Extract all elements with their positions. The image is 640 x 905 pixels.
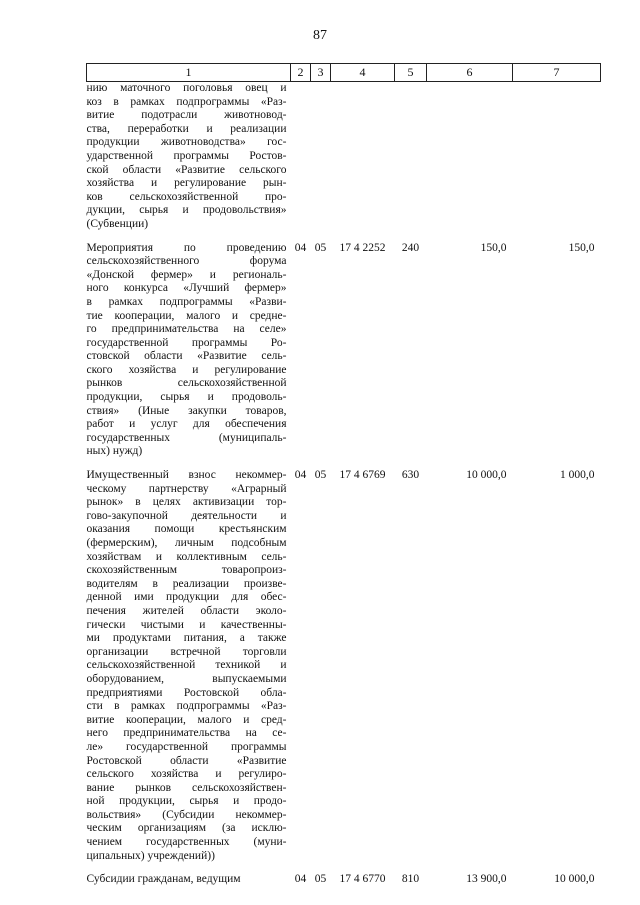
subsection-code (311, 82, 331, 232)
row-description (87, 873, 291, 887)
target-article-code: 17 4 6770 (339, 873, 386, 886)
description-line: сельскохозяйственного форума (86, 255, 287, 268)
target-article-code (331, 82, 395, 232)
page-number: 87 (313, 28, 327, 43)
table-row (87, 873, 601, 887)
description-line: него предпринимательства на се- (86, 727, 287, 740)
row-description (87, 242, 291, 460)
description-line: оборудованием, выпускаемыми (86, 672, 287, 685)
description-line: денной ими продукции для обес- (86, 591, 287, 604)
description-line: продукции, сырья и продоволь- (86, 391, 287, 404)
description-line: «Донской фермер» и региональ- (86, 268, 287, 281)
description-line: стовской области «Развитие сель- (86, 350, 287, 363)
description-line: ле» государственной программы (86, 740, 287, 753)
description-line: Мероприятия по проведению (86, 241, 287, 254)
description-line: продукции животноводства» гос- (86, 136, 287, 149)
header-col-4: 4 (331, 64, 395, 82)
expense-type-code: 630 (401, 469, 420, 482)
description-line: ческим организациям (за исклю- (86, 822, 287, 835)
description-line: ного конкурса «Лучший фермер» (86, 282, 287, 295)
expense-type-code (395, 82, 427, 232)
description-line: Ростовской области «Развитие (86, 754, 287, 767)
description-line: вольствия» (Субсидии некоммер- (86, 808, 287, 821)
row-description (87, 82, 291, 232)
description-line: тие кооперации, малого и средне- (86, 309, 287, 322)
description-line: Имущественный взнос некоммер- (86, 469, 287, 482)
table-row (87, 242, 601, 460)
description-line: ствия» (Иные закупки товаров, (86, 404, 287, 417)
description-line: ков сельскохозяйственной про- (86, 190, 287, 203)
description-line: ческому партнерству «Аграрный (86, 482, 287, 495)
section-code: 04 (294, 241, 307, 254)
header-col-5: 5 (395, 64, 427, 82)
description-line: ной продукции, сырья и продо- (86, 795, 287, 808)
description-line: сельскохозяйственной техникой и (86, 659, 287, 672)
description-line: сельского хозяйства и регулиро- (86, 768, 287, 781)
description-line: вание рынков сельскохозяйствен- (86, 781, 287, 794)
header-col-7: 7 (513, 64, 601, 82)
description-line: (Субвенции) (86, 217, 149, 230)
section-code: 04 (294, 873, 307, 886)
description-line: рынков сельскохозяйственной (86, 377, 287, 390)
amount-col-7 (513, 82, 601, 232)
description-line: (фермерским), личным подсобным (86, 537, 287, 549)
row-spacer (87, 459, 601, 469)
subsection-code: 05 (314, 241, 327, 254)
description-line: хозяйствам и коллективным сель- (86, 550, 287, 563)
description-line: скохозяйственным товаропроиз- (86, 564, 287, 577)
description-line: ского хозяйства и регулирование (86, 363, 287, 376)
description-line: гово-закупочной деятельности и (86, 509, 287, 522)
description-line: водителям в реализации произве- (86, 577, 287, 590)
description-line: организации встречной торговли (86, 645, 287, 658)
description-line: ской области «Развитие сельского (86, 163, 287, 176)
description-line: государственной программы Ро- (86, 336, 287, 349)
header-col-1: 1 (87, 64, 291, 82)
description-line: витие кооперации, малого и сред- (86, 713, 287, 726)
description-line: витие подотрасли животновод- (86, 109, 287, 122)
description-line: Субсидии гражданам, ведущим (86, 873, 241, 886)
description-line: хозяйства и регулирование рын- (86, 177, 287, 190)
expense-type-code: 240 (401, 241, 420, 254)
subsection-code: 05 (314, 873, 327, 886)
description-line: предприятиями Ростовской обла- (86, 686, 287, 699)
header-col-3: 3 (311, 64, 331, 82)
target-article-code: 17 4 2252 (339, 241, 386, 254)
expense-type-code: 810 (401, 873, 420, 886)
description-line: чением государственных (муни- (86, 836, 287, 849)
description-line: в рамках подпрограммы «Разви- (86, 295, 287, 308)
description-line: рынок» в целях активизации тор- (86, 496, 287, 509)
subsection-code: 05 (314, 469, 327, 482)
amount-col-7: 1 000,0 (560, 469, 595, 482)
amount-col-6: 10 000,0 (466, 469, 507, 482)
description-line: работ и услуг для обеспечения (86, 418, 287, 431)
amount-col-6: 150,0 (480, 241, 507, 254)
section-code: 04 (294, 469, 307, 482)
description-line: ства, переработки и реализации (86, 122, 287, 135)
amount-col-7: 10 000,0 (554, 873, 595, 886)
section-code (291, 82, 311, 232)
description-line: оказания помощи крестьянским (86, 523, 287, 536)
description-line: ми продуктами питания, а также (86, 632, 287, 645)
header-col-2: 2 (291, 64, 311, 82)
description-line: го предпринимательства на селе» (86, 323, 287, 336)
row-description (87, 469, 291, 863)
description-line: коз в рамках подпрограммы «Раз- (86, 95, 287, 108)
header-col-6: 6 (427, 64, 513, 82)
description-line: нию маточного поголовья овец и (86, 82, 287, 94)
description-line: сти в рамках подпрограммы «Раз- (86, 700, 287, 713)
target-article-code: 17 4 6769 (339, 469, 386, 482)
description-line: государственных (муниципаль- (86, 431, 287, 444)
description-line: ударственной программы Ростов- (86, 149, 287, 162)
row-spacer (87, 863, 601, 873)
description-line: ципальных) учреждений)) (86, 849, 215, 862)
budget-table (86, 63, 601, 887)
header-row (87, 64, 601, 82)
amount-col-6: 13 900,0 (466, 873, 507, 886)
description-line: ных) нужд) (86, 445, 143, 458)
description-line: гически чистыми и качественны- (86, 618, 287, 631)
row-spacer (87, 232, 601, 242)
table-row (87, 82, 601, 232)
amount-col-6 (427, 82, 513, 232)
description-line: печения жителей области эколо- (86, 604, 287, 617)
table-row (87, 469, 601, 863)
amount-col-7: 150,0 (568, 241, 595, 254)
description-line: дукции, сырья и продовольствия» (86, 204, 287, 217)
